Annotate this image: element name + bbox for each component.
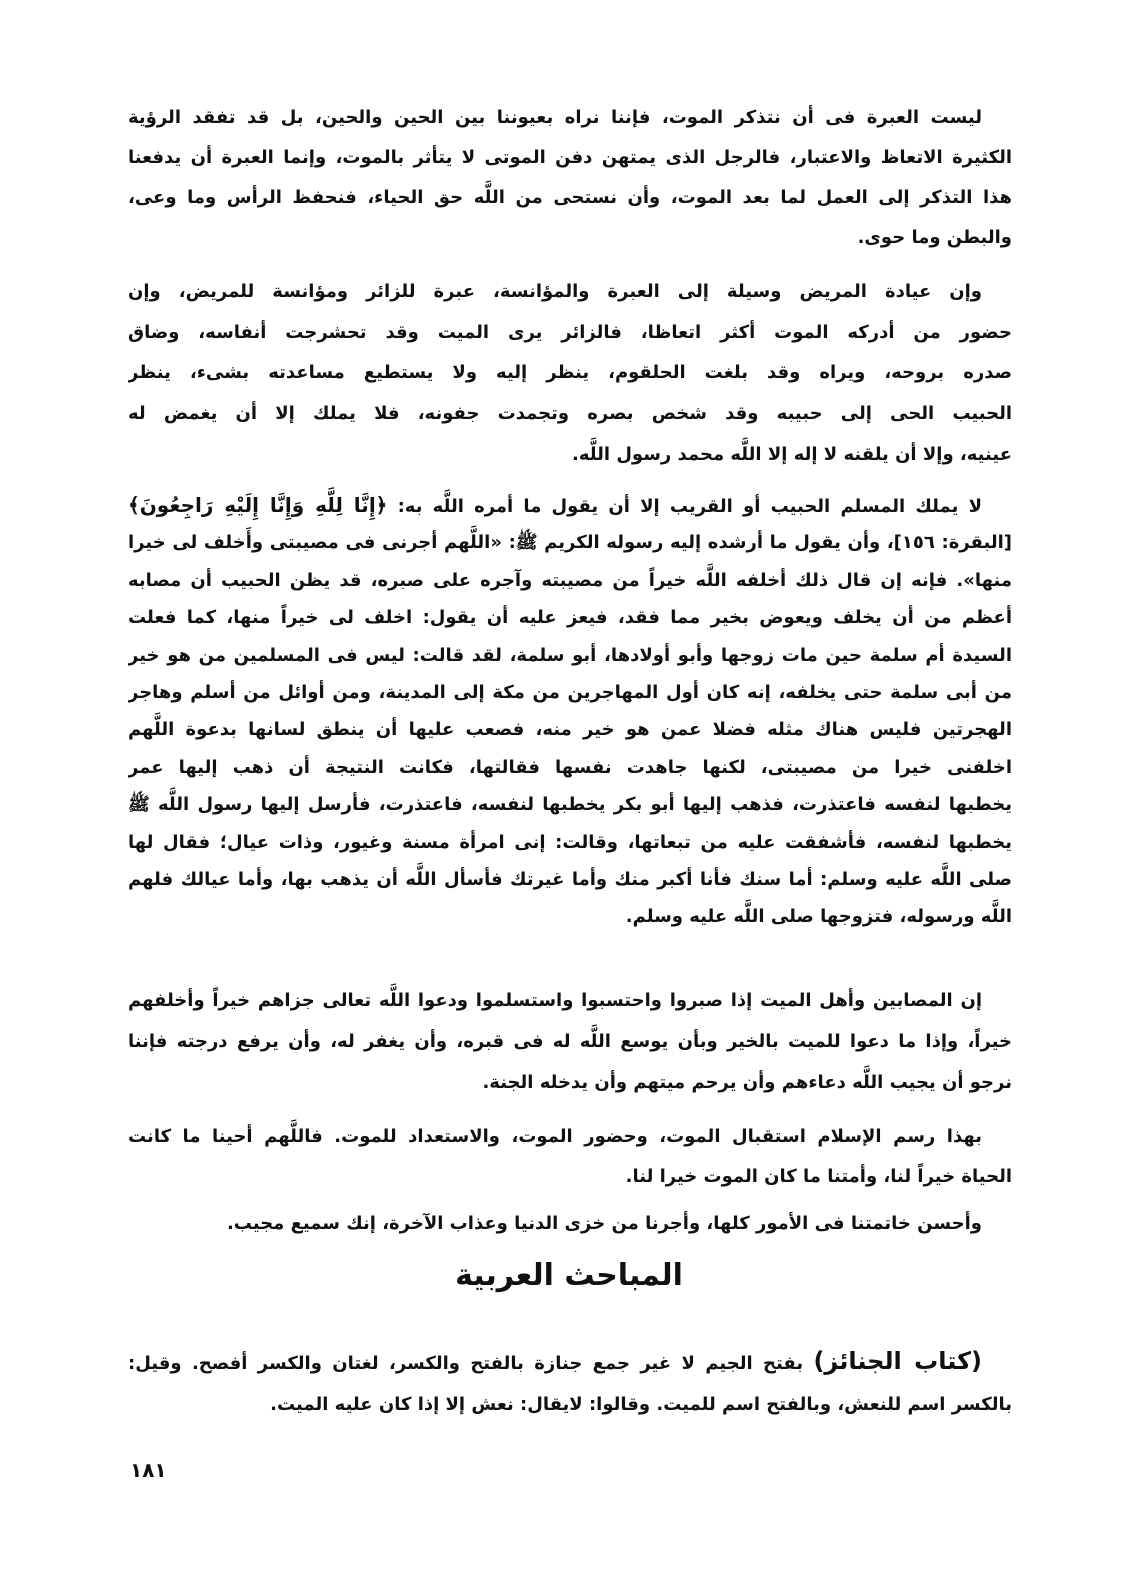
text-line: وأحسن خاتمتنا فى الأمور كلها، وأجرنا من خزى الدنيا وعذاب الآخرة، إنك سميع مجيب. <box>226 1213 982 1234</box>
text-line: الهجرتين فليس هناك مثله فضلا عمن هو خير منه، فصعب عليها أن ينطق لسانها بدعوة اللَّهم <box>128 719 1012 741</box>
text-line: من أبى سلمة حتى يخلفه، إنه كان أول المهاجرين من مكة إلى المدينة، ومن أوائل من أسلم وهاجر <box>128 681 1012 703</box>
paragraph-bereaved <box>128 980 1012 1103</box>
paragraph-remembering-death <box>128 98 1012 258</box>
quran-verse: ﴿إِنَّا لِلَّهِ وَإِنَّا إِلَيْهِ رَاجِعُونَ﴾ <box>128 493 388 517</box>
text-line: هذا التذكر إلى العمل لما بعد الموت، وأن نستحى من اللَّه حق الحياء، فنحفظ الرأس وما وعى، <box>128 187 1012 208</box>
text-line: نرجو أن يجيب اللَّه دعاءهم وأن يرحم ميتهم وأن يدخله الجنة. <box>482 1072 1012 1093</box>
paragraph-closing-prayer <box>128 1204 1012 1244</box>
text-line: صلى اللَّه عليه وسلم: أما سنك فأنا أكبر منك وأما غيرتك فأسأل اللَّه أن يذهب بها، وأما عيالك فلهم <box>128 868 1012 890</box>
text-line: عينيه، وإلا أن يلقنه لا إله إلا اللَّه محمد رسول اللَّه. <box>572 443 1012 465</box>
text-line: صدره بروحه، ويراه وقد بلغت الحلقوم، ينظر إليه ولا يستطيع مساعدته بشىء، ينظر <box>128 362 1012 384</box>
text-line: يخطبها لنفسه، فأشفقت عليه من تبعاتها، وقالت: إنى امرأة مسنة وغيور، وذات عيال؛ فقال لها <box>128 831 1012 853</box>
text-line: بالكسر اسم للنعش، وبالفتح اسم للميت. وقالوا: لايقال: نعش إلا إذا كان عليه الميت. <box>270 1394 1012 1415</box>
text-line: إن المصابين وأهل الميت إذا صبروا واحتسبوا واستسلموا ودعوا اللَّه تعالى جزاهم خيراً وأخلفهم <box>128 990 982 1011</box>
text-segment: لا يملك المسلم الحبيب أو القريب إلا أن يقول ما أمره اللَّه به: <box>387 496 982 517</box>
text-segment: بفتح الجيم لا غير جمع جنازة بالفتح والكسر، لغتان والكسر أفصح. وقيل: <box>128 1353 814 1374</box>
text-line: خيراً، وإذا ما دعوا للميت بالخير وبأن يوسع اللَّه له فى قبره، وأن يغفر له، وأن يرفع درجته فإننا <box>128 1031 1012 1052</box>
text-line: حضور من أدركه الموت أكثر اتعاظا، فالزائر يرى الميت وقد تحشرجت أنفاسه، وضاق <box>128 321 1012 343</box>
text-line <box>128 487 1012 524</box>
text-line: الحبيب الحى إلى حبيبه وقد شخص بصره وتجمدت جفونه، فلا يملك إلا أن يغمض له <box>128 403 1012 425</box>
page-number: ١٨١ <box>130 1458 167 1482</box>
text-line: الحياة خيراً لنا، وأمتنا ما كان الموت خيرا لنا. <box>625 1166 1012 1187</box>
text-line: السيدة أم سلمة حين مات زوجها وأبو أولادها، أبو سلمة، لقد قالت: ليس فى المسلمين من هو خير <box>128 644 1012 666</box>
text-line: اللَّه ورسوله، فتزوجها صلى اللَّه عليه وسلم. <box>625 906 1012 928</box>
text-line: يخطبها لنفسه فاعتذرت، فذهب إليها أبو بكر يخطبها لنفسه، فاعتذرت، فأرسل إليها رسول اللَّه ﷺ <box>128 794 1012 816</box>
text-line: اخلفنى خيرا من مصيبتى، لكنها جاهدت نفسها فقالتها، فكانت النتيجة أن ذهب إليها عمر <box>128 756 1012 778</box>
text-line: منها». فإنه إن قال ذلك أخلفه اللَّه خيراً من مصيبته وآجره على صبره، قد يظن الحبيب أن مصابه <box>128 569 1012 591</box>
text-line: [البقرة: ١٥٦]، وأن يقول ما أرشده إليه رسوله الكريم ﷺ: «اللَّهم أجرنى فى مصيبتى وأَخلف لى خيرا <box>128 532 1012 554</box>
paragraph-islam-and-death <box>128 1117 1012 1197</box>
text-line <box>128 1340 1012 1383</box>
section-heading: المباحث العربية <box>455 1258 683 1293</box>
paragraph-visiting-sick <box>128 272 1012 475</box>
text-line: والبطن وما حوى. <box>857 227 1012 248</box>
text-line: وإن عيادة المريض وسيلة إلى العبرة والمؤانسة، عبرة للزائر ومؤانسة للمريض، وإن <box>128 281 982 302</box>
paragraph-kitab-al-janaiz <box>128 1340 1012 1426</box>
text-line: الكثيرة الاتعاظ والاعتبار، فالرجل الذى يمتهن دفن الموتى لا يتأثر بالموت، وإنما العبرة أن يدفعنا <box>128 147 1012 168</box>
paragraph-umm-salama <box>128 487 1012 936</box>
text-line: ليست العبرة فى أن نتذكر الموت، فإننا نراه بعيوننا بين الحين والحين، بل قد تفقد الرؤية <box>128 107 982 128</box>
text-line: أعظم من أن يخلف ويعوض بخير مما فقد، فيعز عليه أن يقول: اخلف لى خيراً منها، كما فعلت <box>128 607 1012 629</box>
chapter-term: (كتاب الجنائز) <box>813 1347 982 1375</box>
text-line: بهذا رسم الإسلام استقبال الموت، وحضور الموت، والاستعداد للموت. فاللَّهم أحينا ما كانت <box>128 1126 982 1147</box>
